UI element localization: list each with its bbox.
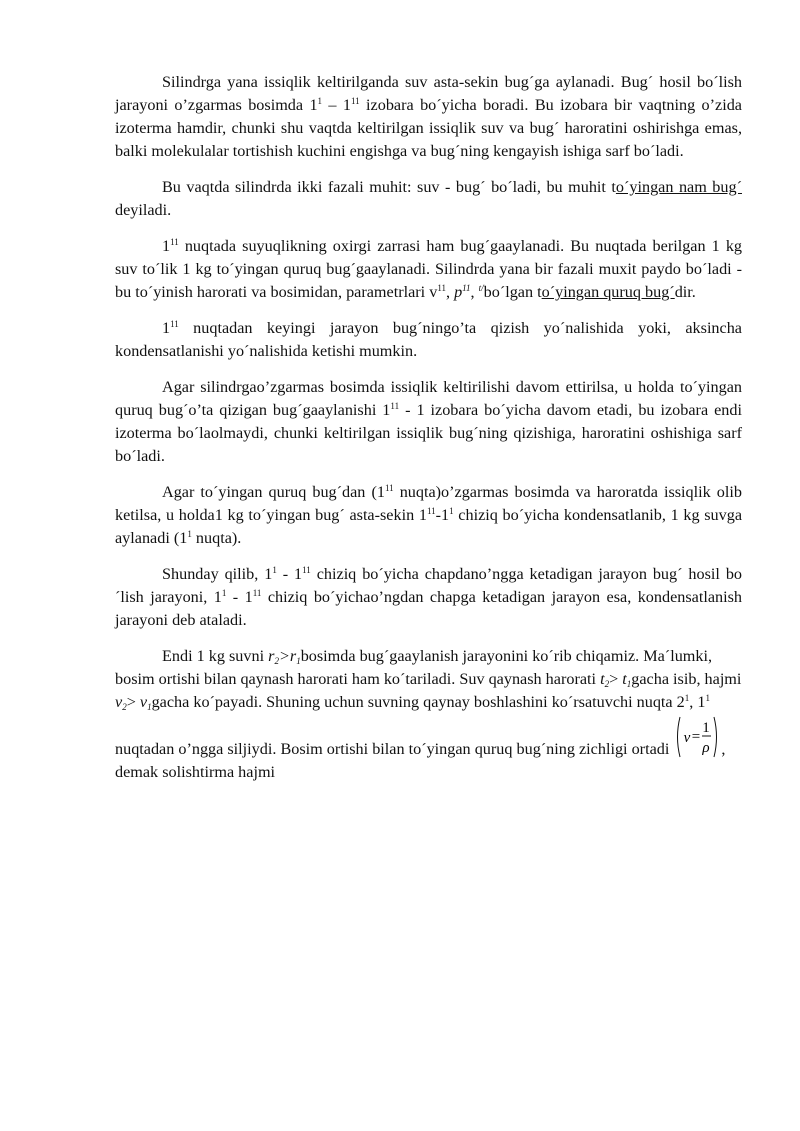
paragraph [115,376,742,468]
superscript: 11 [390,401,400,411]
text-run: , [445,283,455,301]
subscript: 1 [147,702,152,712]
superscript: 1 [449,506,454,516]
underlined-term: o´yingan quruq bug´ [541,283,675,301]
paragraph [115,481,742,550]
subscript: 2 [122,702,127,712]
text-run: Silindrga yana issiqlik keltirilganda suv asta-sekin bug´ga aylanadi. Bug´ hosil bo´lish jarayoni o’zgarmas bosimda 1 [115,73,742,114]
subscript: 2 [604,679,610,689]
formula-equals: = [692,729,701,745]
right-paren [714,717,717,757]
paragraph [115,645,742,784]
underlined-term: o´yingan nam bug´ [615,178,742,196]
text-run: Shunday qilib, 1 [162,565,273,583]
text-run: nuqtadan o’ngga siljiydi. Bosim ortishi bilan to´yingan quruq bug´ning zichligi ortadi [115,740,674,758]
text-run: chiziq bo´yicha kondensatlanib, 1 kg suvga aylanadi (1 [115,506,743,547]
paragraph [115,235,742,304]
paragraph [115,563,742,632]
text-run: chiziq bo´yicha chapdano’ngga ketadigan jarayon bug´ hosil bo´lish jarayoni, 1 [115,565,743,606]
paragraph [115,71,742,163]
text-run: v [139,693,148,711]
superscript: 11 [170,319,179,329]
superscript: 1 [317,96,323,106]
text-run: - 1 [276,565,303,583]
superscript: 1 [187,529,192,539]
superscript: 11 [384,483,394,493]
subscript: 2 [274,656,279,666]
text-run: Agar to´yingan quruq bug´dan (1 [162,483,385,501]
superscript: 11 [302,565,311,575]
formula-denominator: ρ [702,740,711,756]
text-run: – 1 [322,96,351,114]
text-run: - 1 izobara bo´yicha davom etadi, bu izobara endi izoterma bo´laolmaydi, chunki keltirilgan issiqlik bug´ning qizishiga, haroratini oshishiga sarf bo´ladi. [115,401,742,465]
text-run: > [609,670,623,688]
superscript: 1 [221,588,227,598]
superscript: 11 [462,283,471,293]
text-run: 1 [162,319,171,337]
text-run: gacha ko´payadi. Shuning uchun suvning qaynay boshlashini ko´rsatuvchi nuqta 2 [151,693,685,711]
text-run: dir. [674,283,696,301]
text-run: bosimda bug´gaaylanish jarayonini ko´rib chiqamiz. Ma´lumki, bosim ortishi bilan qaynash harorati ham ko´tariladi. Suv qaynash harorati [115,647,713,688]
superscript: 11 [437,283,446,293]
text-run: deyiladi. [115,201,172,219]
text-run: nuqta). [191,529,242,547]
paragraph [115,176,742,222]
superscript: 11 [170,237,179,247]
subscript: 1 [296,656,301,666]
text-run: t [622,670,627,688]
text-run: nuqta)o’zgarmas bosimda va haroratda issiqlik olib ketilsa, u holda1 kg to´yingan bug´ asta-sekin 1 [115,483,742,524]
text-run: , [470,283,479,301]
text-run: , demak solishtirma hajmi [115,740,726,781]
superscript: 1 [272,565,277,575]
text-run: Bu vaqtda silindrda ikki fazali muhit: suv - bug´ bo´ladi, bu muhit t [162,178,616,196]
text-run: nuqtada suyuqlikning oxirgi zarrasi ham bug´gaaylanadi. Bu nuqtada berilgan 1 kg suv to´lik 1 kg to´yingan quruq bug´gaaylanadi. Silindrda yana bir fazali muxit paydo bo´ladi - bu to´yinish harorati va bosimidan, parametrlari v [115,237,742,301]
formula-svg [674,714,720,760]
text-run: -1 [435,506,450,524]
document-page [115,71,742,797]
superscript: t/ [478,283,484,293]
paragraph [115,317,742,363]
text-run: t [600,670,605,688]
formula-numerator: 1 [702,720,711,736]
left-paren [678,717,681,757]
text-run: 1 [162,237,171,255]
text-run: v [115,693,123,711]
text-run: r [289,647,297,665]
superscript: 11 [252,588,262,598]
subscript: 1 [626,679,632,689]
formula-v: v [684,730,691,746]
text-run: bo´lgan t [483,283,542,301]
text-run: gacha isib, hajmi [631,670,742,688]
superscript: 11 [351,96,360,106]
text-run: > [278,647,290,665]
density-formula [674,714,720,760]
text-run: , 1 [689,693,706,711]
text-run: Endi 1 kg suvni [162,647,269,665]
superscript: 11 [426,506,436,516]
text-run: p [454,283,463,301]
text-run: chiziq bo´yichao’ngdan chapga ketadigan jarayon esa, kondensatlanish jarayoni deb ataladi. [115,588,743,629]
text-run: izobara bo´yicha boradi. Bu izobara bir vaqtning o’zida izoterma hamdir, chunki shu vaqtda keltirilgan issiqlik suv va bug´ haroratini oshirishga emas, balki molekulalar tortishish kuchini engishga va bug´ning kengayish ishiga sarf bo´ladi. [115,96,742,160]
text-run: > [126,693,140,711]
text-run: r [268,647,275,665]
superscript: 1 [705,693,710,703]
text-run: Agar silindrgao’zgarmas bosimda issiqlik keltirilishi davom ettirilsa, u holda to´yingan quruq bug´o’ta qizigan bug´gaaylanishi 1 [115,378,742,419]
text-run: nuqtadan keyingi jarayon bug´ningo’ta qizish yo´nalishida yoki, aksincha kondensatlanishi yo´nalishida ketishi mumkin. [115,319,742,360]
text-run: - 1 [226,588,253,606]
superscript: 1 [684,693,690,703]
